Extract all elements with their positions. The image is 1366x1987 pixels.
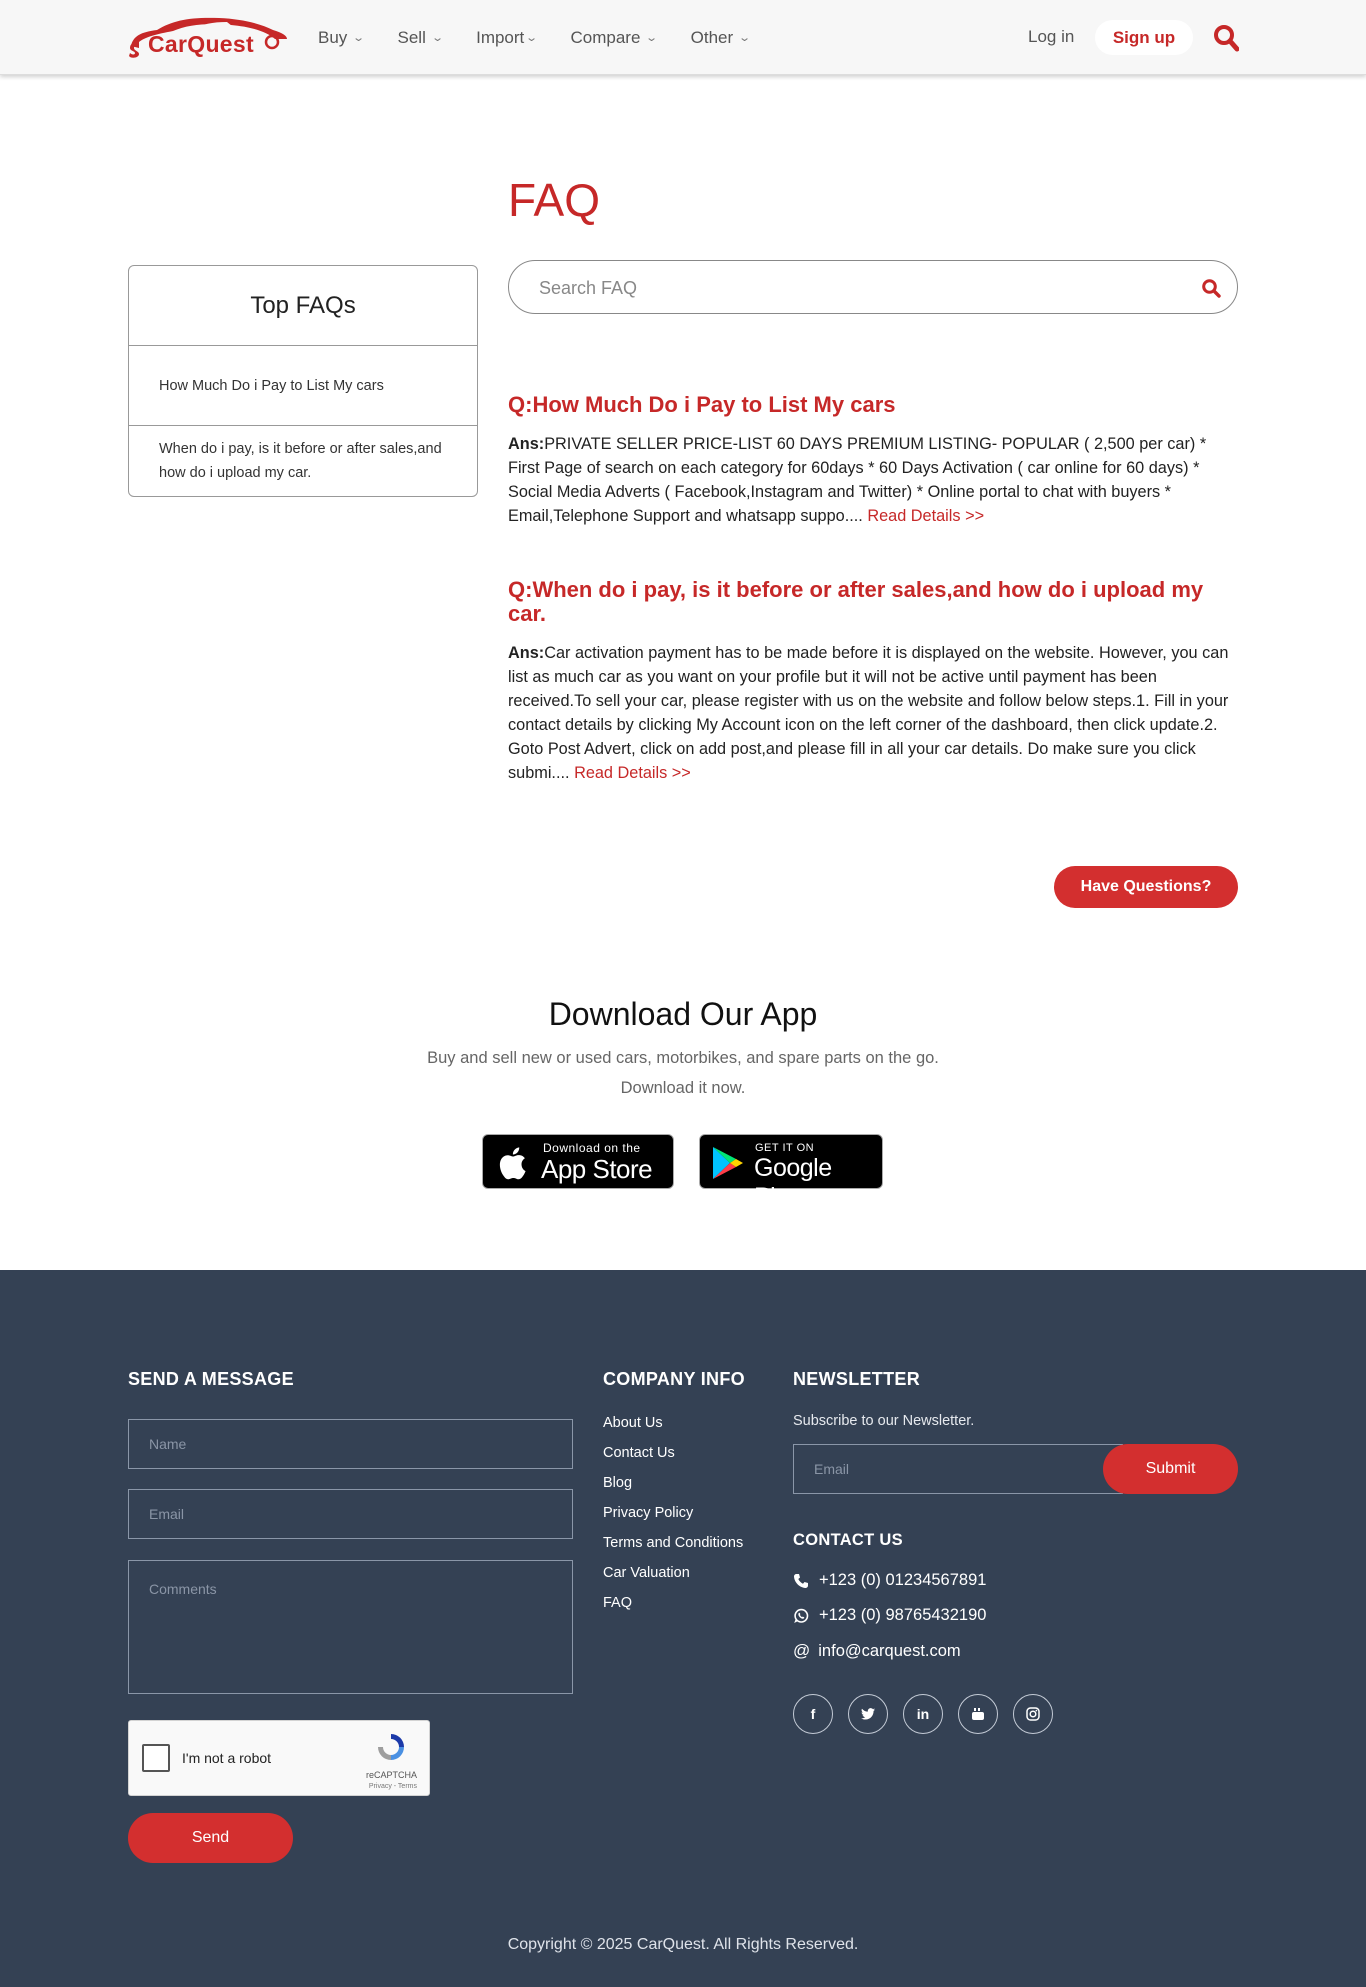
- search-icon[interactable]: [1201, 278, 1221, 298]
- app-store-big: App Store: [541, 1154, 653, 1184]
- download-app-text: Buy and sell new or used cars, motorbikes, and spare parts on the go.: [427, 1049, 939, 1067]
- site-header: [0, 0, 1366, 75]
- newsletter-email-input[interactable]: [793, 1444, 1123, 1494]
- sidebar-faq-label: How Much Do i Pay to List My cars: [159, 377, 384, 394]
- carquest-logo[interactable]: [127, 12, 289, 60]
- nav-buy-label: Buy: [318, 27, 348, 47]
- recaptcha-label: I'm not a robot: [182, 1750, 272, 1766]
- send-button[interactable]: Send: [128, 1813, 293, 1863]
- faq-question: Q:How Much Do i Pay to List My cars: [508, 392, 896, 417]
- linkedin-glyph: in: [916, 1706, 930, 1722]
- google-play-big: Google Play: [754, 1154, 832, 1211]
- send-message-heading: SEND A MESSAGE: [128, 1369, 294, 1389]
- copyright-text: Copyright © 2025 CarQuest. All Rights Reserved.: [507, 1936, 859, 1953]
- faq-question: Q:When do i pay, is it before or after sales,and how do i upload my car.: [508, 577, 1204, 626]
- contact-whatsapp: [793, 1606, 986, 1625]
- answer-label: Ans:: [508, 435, 545, 453]
- chevron-down-icon: ⌄: [738, 32, 752, 44]
- contact-us-heading: CONTACT US: [793, 1531, 903, 1549]
- answer-label: Ans:: [508, 644, 545, 662]
- facebook-icon[interactable]: [793, 1694, 833, 1734]
- search-icon[interactable]: [1213, 24, 1239, 52]
- faq-search-box: [508, 260, 1238, 314]
- main-nav: [318, 0, 783, 75]
- have-questions-button[interactable]: Have Questions?: [1054, 866, 1238, 908]
- recaptcha-widget: [128, 1720, 430, 1796]
- nav-sell-label: Sell: [397, 27, 426, 47]
- chevron-down-icon: ⌄: [352, 32, 366, 44]
- at-icon: @: [793, 1641, 811, 1660]
- nav-buy[interactable]: [318, 28, 364, 48]
- faq-answer: [508, 432, 1238, 528]
- app-store-badge[interactable]: [482, 1134, 674, 1189]
- chevron-down-icon: ⌄: [525, 32, 539, 44]
- read-details-link[interactable]: Read Details >>: [574, 764, 691, 782]
- name-input[interactable]: [128, 1419, 573, 1469]
- contact-phone: [793, 1571, 986, 1590]
- nav-other[interactable]: [691, 28, 750, 48]
- google-play-badge[interactable]: [699, 1134, 883, 1211]
- download-app-text-2: Download it now.: [620, 1079, 746, 1097]
- chevron-down-icon: ⌄: [431, 32, 444, 44]
- footer-link-terms[interactable]: Terms and Conditions: [603, 1535, 744, 1551]
- recaptcha-brand: reCAPTCHA: [365, 1770, 417, 1780]
- footer-link-blog[interactable]: Blog: [603, 1475, 633, 1491]
- app-store-small: Download on the: [543, 1141, 641, 1155]
- sidebar-faq-label: When do i pay, is it before or after sales,and how do i upload my car.: [159, 441, 442, 481]
- instagram-glyph: [1026, 1707, 1040, 1721]
- login-link[interactable]: Log in: [1028, 27, 1075, 46]
- google-play-icon: [711, 1145, 745, 1181]
- signup-button[interactable]: Sign up: [1095, 20, 1193, 55]
- sidebar-faq-item[interactable]: [129, 426, 477, 496]
- instagram-icon[interactable]: [1013, 1694, 1053, 1734]
- logo-text: CarQuest: [148, 31, 254, 57]
- nav-compare[interactable]: [571, 28, 657, 48]
- contact-email: [793, 1641, 961, 1661]
- top-faqs-panel: [128, 265, 478, 497]
- faq-search-input[interactable]: [539, 274, 1179, 302]
- twitter-icon[interactable]: [848, 1694, 888, 1734]
- footer-link-about[interactable]: About Us: [603, 1415, 663, 1431]
- faq-answer: [508, 641, 1238, 785]
- footer-link-privacy[interactable]: Privacy Policy: [603, 1505, 694, 1521]
- footer-link-contact[interactable]: Contact Us: [603, 1445, 675, 1461]
- answer-text: PRIVATE SELLER PRICE-LIST 60 DAYS PREMIUM LISTING- POPULAR ( 2,500 per car) * First Page of search on each category for 60days * 60 Days Activation ( car online for 60 days) * Social Media Adverts ( Facebook,Instagram and Twitter) * Online portal to chat with buyers * Email,Telephone Support and whatsapp suppo....: [508, 435, 1207, 525]
- chevron-down-icon: ⌄: [645, 32, 659, 44]
- newsletter-heading: NEWSLETTER: [793, 1369, 920, 1389]
- nav-compare-label: Compare: [570, 27, 641, 47]
- footer-link-faq[interactable]: FAQ: [603, 1595, 633, 1611]
- apple-icon: [497, 1145, 527, 1181]
- download-app-title: Download Our App: [548, 996, 818, 1032]
- email-input[interactable]: [128, 1489, 573, 1539]
- newsletter-submit-button[interactable]: Submit: [1103, 1444, 1238, 1494]
- contact-whatsapp-text: +123 (0) 98765432190: [819, 1606, 987, 1624]
- nav-import[interactable]: [476, 27, 539, 48]
- youtube-glyph: [971, 1707, 985, 1721]
- nav-import-label: Import: [476, 27, 525, 47]
- comments-input[interactable]: [128, 1560, 573, 1694]
- linkedin-icon[interactable]: [903, 1694, 943, 1734]
- recaptcha-icon: [375, 1731, 407, 1763]
- answer-text: Car activation payment has to be made before it is displayed on the website. However, you can list as much car as you want on your profile but it will not be active until payment has been received.To sell your car, please register with us on the website and follow below steps.1. Fill in your contact details by clicking My Account icon on the left corner of the dashboard, then click update.2. Goto Post Advert, click on add post,and please fill in all your car details. Do make sure you click submi....: [508, 644, 1229, 782]
- sidebar-faq-item[interactable]: [129, 346, 477, 426]
- read-details-link[interactable]: Read Details >>: [867, 507, 985, 525]
- facebook-glyph: f: [810, 1706, 816, 1722]
- whatsapp-icon: [793, 1608, 809, 1624]
- page-title: FAQ: [508, 174, 601, 226]
- company-info-heading: COMPANY INFO: [603, 1369, 745, 1389]
- recaptcha-checkbox[interactable]: [142, 1744, 170, 1772]
- contact-email-text: info@carquest.com: [818, 1641, 961, 1660]
- nav-other-label: Other: [690, 27, 734, 47]
- newsletter-subtitle: Subscribe to our Newsletter.: [793, 1413, 975, 1429]
- phone-icon: [793, 1573, 809, 1589]
- recaptcha-terms[interactable]: Privacy - Terms: [368, 1783, 417, 1790]
- twitter-bird-glyph: [861, 1708, 875, 1720]
- top-faqs-title: Top FAQs: [129, 266, 477, 346]
- google-play-small: GET IT ON: [755, 1142, 815, 1154]
- footer-link-valuation[interactable]: Car Valuation: [603, 1565, 690, 1581]
- nav-sell[interactable]: [398, 28, 443, 48]
- contact-phone-text: +123 (0) 01234567891: [819, 1571, 987, 1589]
- youtube-icon[interactable]: [958, 1694, 998, 1734]
